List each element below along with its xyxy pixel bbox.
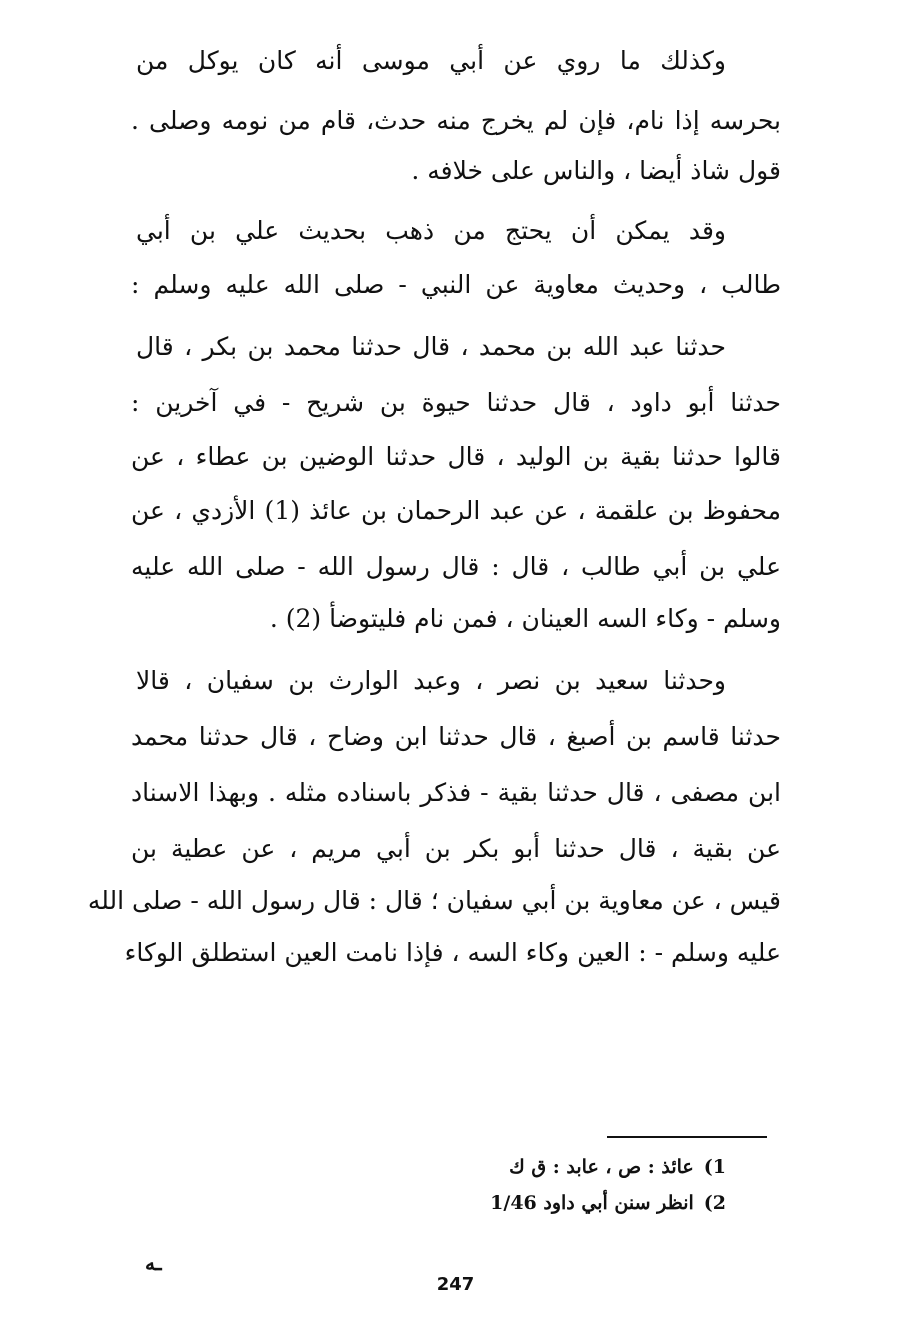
- footnote-text: عائذ : ص ، عابد : ق ك: [509, 1156, 694, 1178]
- text-line: قيس ، عن معاوية بن أبي سفيان ؛ قال : قال رسول الله - صلى الله: [87, 886, 781, 915]
- text-line: طالب ، وحديث معاوية عن النبي - صلى الله عليه وسلم :: [131, 270, 781, 299]
- text-line: محفوظ بن علقمة ، عن عبد الرحمان بن عائذ (1) الأزدي ، عن: [131, 496, 781, 525]
- footnote-divider: [607, 1136, 767, 1138]
- footnote-number: 1): [703, 1156, 726, 1178]
- text-line: وكذلك ما روي عن أبي موسى أنه كان يوكل من: [136, 46, 726, 75]
- text-line: قول شاذ أيضا ، والناس على خلافه .: [411, 156, 781, 185]
- text-line: حدثنا قاسم بن أصبغ ، قال حدثنا ابن وضاح ، قال حدثنا محمد: [131, 722, 781, 751]
- text-line: حدثنا عبد الله بن محمد ، قال حدثنا محمد بن بكر ، قال: [136, 332, 726, 361]
- footnote-1: [509, 1154, 726, 1180]
- text-line: عليه وسلم - : العين وكاء السه ، فإذا نامت العين استطلق الوكاء: [124, 938, 781, 967]
- text-line: عن بقية ، قال حدثنا أبو بكر بن أبي مريم ، عن عطية بن: [131, 834, 781, 863]
- text-line: وسلم - وكاء السه العينان ، فمن نام فليتوضأ (2) .: [269, 604, 781, 633]
- page-number: 247: [436, 1274, 475, 1295]
- margin-mark: ـه: [145, 1251, 162, 1275]
- text-line: وحدثنا سعيد بن نصر ، وعبد الوارث بن سفيان ، قالا: [136, 666, 726, 695]
- footnote-2: [490, 1190, 726, 1216]
- text-line: ابن مصفى ، قال حدثنا بقية - فذكر باسناده مثله . وبهذا الاسناد: [131, 778, 781, 807]
- text-line: حدثنا أبو داود ، قال حدثنا حيوة بن شريح - في آخرين :: [131, 388, 781, 417]
- text-line: علي بن أبي طالب ، قال : قال رسول الله - صلى الله عليه: [131, 552, 781, 581]
- text-line: وقد يمكن أن يحتج من ذهب بحديث علي بن أبي: [136, 216, 726, 245]
- footnote-number: 2): [703, 1192, 726, 1214]
- text-line: بحرسه إذا نام، فإن لم يخرج منه حدث، قام من نومه وصلى .: [131, 106, 781, 135]
- footnote-text: انظر سنن أبي داود 1/46: [490, 1192, 694, 1214]
- text-line: قالوا حدثنا بقية بن الوليد ، قال حدثنا الوضين بن عطاء ، عن: [131, 442, 781, 471]
